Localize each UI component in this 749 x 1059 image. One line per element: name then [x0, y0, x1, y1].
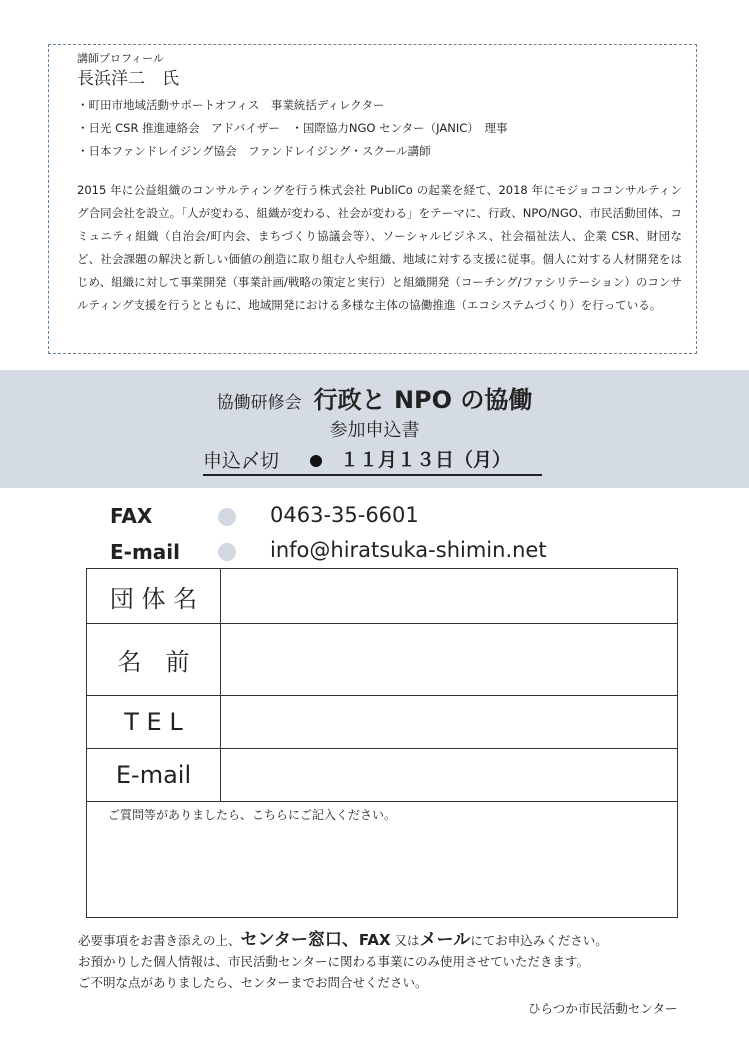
- fax-number: 0463-35-6601: [270, 503, 419, 527]
- bullet-icon: [310, 455, 322, 467]
- tel-field[interactable]: [221, 696, 678, 749]
- event-title: [0, 380, 749, 415]
- role-item: ・町田市地域活動サポートオフィス 事業統括ディレクター: [77, 98, 385, 112]
- name-label: 名 前: [87, 624, 221, 696]
- event-series: 協働研修会: [216, 393, 302, 413]
- questions-prompt: ご質問等がありましたら、こちらにご記入ください。: [108, 808, 397, 822]
- note-text: にてお申込みください。: [470, 933, 608, 948]
- group-name-field[interactable]: [221, 569, 678, 624]
- role-item: ・日本ファンドレイジング協会 ファンドレイジング・スクール講師: [77, 144, 431, 158]
- fax-label: FAX: [110, 504, 153, 528]
- note-emphasis: 、: [341, 930, 359, 950]
- note-line-2: お預かりした個人情報は、市民活動センターに関わる事業にのみ使用させていただきます。: [78, 954, 590, 969]
- form-title: 参加申込書: [329, 420, 420, 441]
- profile-box: [48, 44, 697, 354]
- note-line-3: ご不明な点がありましたら、センターまでお問合せください。: [78, 975, 428, 990]
- group-name-label: 団 体 名: [87, 569, 221, 624]
- title-band: [0, 370, 749, 488]
- email-field[interactable]: [221, 749, 678, 802]
- note-emphasis: FAX: [358, 931, 391, 949]
- note-text: 又は: [390, 933, 420, 948]
- email-field-label: E-mail: [87, 749, 221, 802]
- note-emphasis: センター窓口: [240, 930, 342, 950]
- profile-label: 講師プロフィール: [77, 52, 164, 65]
- lecturer-bio: 2015 年に公益組織のコンサルティングを行う株式会社 PubliCo の起業を経て、2018 年にモジョココンサルティング合同会社を設立。「人が変わる、組織が変わる、社会が変わる」をテーマに、行政、NPO/NGO、市民活動団体、コミュニティ組織（自治会/町内会、まちづくり協議会等）、ソーシャルビジネス、社会福祉法人、企業 CSR、財団など、社会課題の解決と新しい価値の創造に取り組む人や組織、地域に対する支援に従事。個人に対する人材開発をはじめ、組織に対して事業開発（事業計画/戦略の策定と実行）と組織開発（コーチング/ファシリテーション）のコンサルティング支援を行うとともに、地域開発における多様な主体の協働推進（エコシステムづくり）を行っている。: [77, 183, 682, 312]
- application-form: [86, 568, 678, 918]
- lecturer-name: 長浜洋二 氏: [77, 69, 179, 89]
- deadline-date: １１月１３日（月）: [340, 449, 512, 471]
- tel-label: T E L: [87, 696, 221, 749]
- note-text: 必要事項をお書き添えの上、: [78, 933, 241, 948]
- bullet-icon: [218, 508, 236, 526]
- email-label: E-mail: [110, 540, 181, 564]
- organization-name: ひらつか市民活動センター: [528, 1001, 678, 1016]
- role-item: ・日光 CSR 推進連絡会 アドバイザー ・国際協力NGO センター（JANIC） 理事: [77, 121, 508, 135]
- deadline-label: 申込〆切: [203, 450, 280, 472]
- questions-field[interactable]: [87, 802, 678, 918]
- deadline: [203, 444, 542, 476]
- note-line-1: [78, 930, 608, 951]
- name-field[interactable]: [221, 624, 678, 696]
- bullet-icon: [218, 543, 236, 561]
- email-address[interactable]: info@hiratsuka-shimin.net: [270, 538, 547, 562]
- event-name: 行政と NPO の協働: [313, 386, 533, 414]
- lecturer-roles: [77, 94, 682, 163]
- note-emphasis: メール: [419, 930, 471, 950]
- notes: [78, 930, 608, 993]
